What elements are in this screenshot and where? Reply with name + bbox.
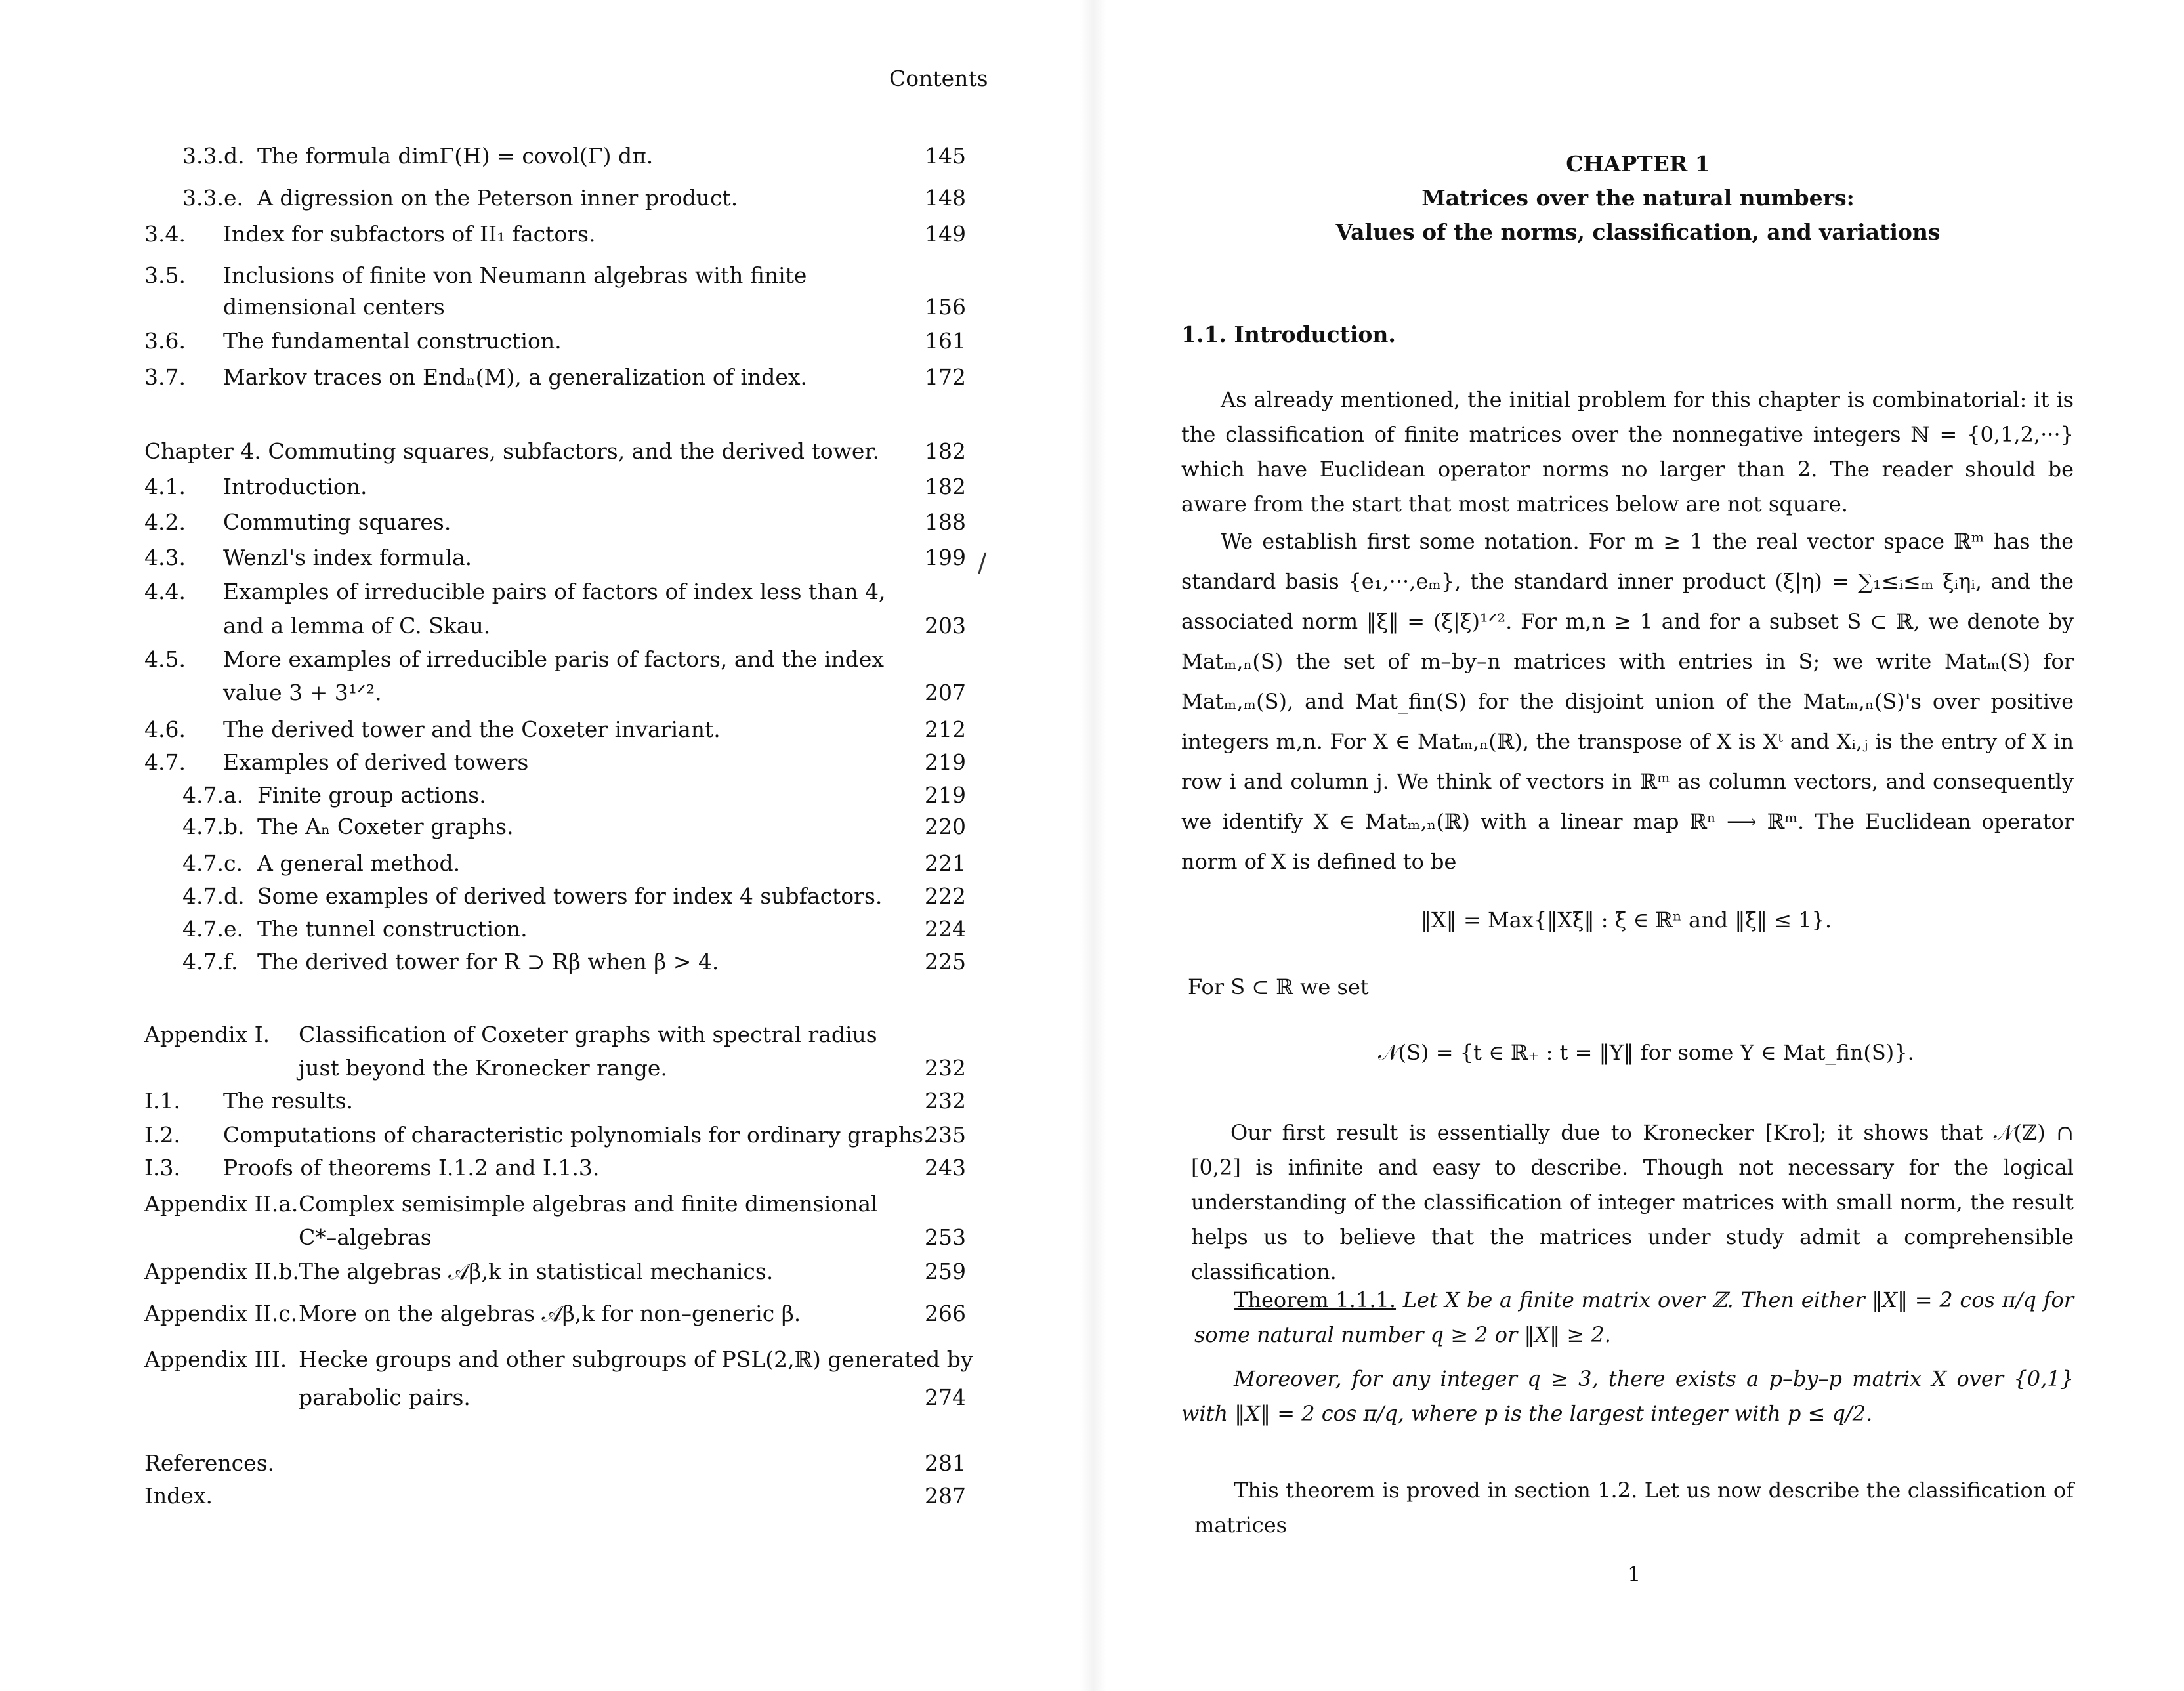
theorem-label: Theorem 1.1.1. (1234, 1287, 1396, 1312)
toc-number: 4.7.f. (182, 949, 238, 974)
toc-title: Index for subfactors of II₁ factors. (223, 221, 596, 247)
toc-title: Finite group actions. (257, 782, 486, 808)
toc-number: 4.6. (144, 717, 186, 742)
toc-title: Markov traces on Endₙ(M), a generalization of index. (223, 364, 808, 390)
toc-title: Examples of irreducible pairs of factors of index less than 4, (223, 579, 886, 604)
norm-definition-formula: ‖X‖ = Max{‖Xξ‖ : ξ ∈ ℝⁿ and ‖ξ‖ ≤ 1}. (1421, 908, 1832, 932)
toc-title: The Aₙ Coxeter graphs. (257, 814, 514, 839)
toc-page-number: 145 (925, 143, 966, 169)
toc-title: Wenzl's index formula. (223, 545, 472, 570)
toc-number: 4.2. (144, 509, 186, 535)
toc-number: 4.1. (144, 474, 186, 499)
toc-number: 4.7.a. (182, 782, 244, 808)
toc-title: The tunnel construction. (257, 916, 528, 942)
set-definition-formula: 𝒩(S) = {t ∈ ℝ₊ : t = ‖Y‖ for some Y ∈ Mat_fin(S)}. (1378, 1040, 1914, 1065)
toc-number: 4.3. (144, 545, 186, 570)
toc-page-number: 188 (925, 509, 966, 535)
chapter-subtitle-2: Values of the norms, classification, and variations (1335, 219, 1941, 245)
toc-title: More examples of irreducible paris of factors, and the index (223, 646, 884, 672)
kronecker-paragraph: Our first result is essentially due to Kronecker [Kro]; it shows that 𝒩(ℤ) ∩ [0,2] is infinite and easy to describe. Though not necessary for the logical understanding of the classification of integer matrices with small norm, the result helps us to believe that the matrices under study admit a comprehensible classification. (1191, 1120, 2074, 1284)
toc-page-number: 225 (925, 949, 966, 974)
theorem-continuation: Moreover, for any integer q ≥ 3, there exists a p–by–p matrix X over {0,1} with ‖X‖ = 2 cos π/q, where p is the largest integer with p ≤ q/2. (1181, 1366, 2074, 1426)
toc-title: Inclusions of finite von Neumann algebras with finite (223, 262, 807, 288)
toc-number: Appendix II.a. (144, 1191, 299, 1217)
toc-page-number: 149 (925, 221, 966, 247)
chapter-subtitle-1: Matrices over the natural numbers: (1421, 185, 1855, 211)
toc-number: 4.7. (144, 749, 186, 775)
notation-paragraph: We establish first some notation. For m ≥ 1 the real vector space ℝᵐ has the standard basis {e₁,···,eₘ}, the standard inner product (ξ|η) = ∑₁≤ᵢ≤ₘ ξᵢηᵢ, and the associated norm ‖ξ‖ = (ξ|ξ)¹ᐟ². For m,n ≥ 1 and for a subset S ⊂ ℝ, we denote by Matₘ,ₙ(S) the set of m–by–n matrices with entries in S; we write Matₘ(S) for Matₘ,ₘ(S), and Mat_fin(S) for the disjoint union of the Matₘ,ₙ(S)'s over positive integers m,n. For X ∈ Matₘ,ₙ(ℝ), the transpose of X is Xᵗ and Xᵢ,ⱼ is the entry of X in row i and column j. We think of vectors in ℝᵐ as column vectors, and consequently we identify X ∈ Matₘ,ₙ(ℝ) with a linear map ℝⁿ ⟶ ℝᵐ. The Euclidean operator norm of X is defined to be (1181, 529, 2074, 874)
toc-number: Appendix I. (144, 1022, 270, 1047)
toc-number: 3.6. (144, 328, 186, 354)
toc-title: A general method. (257, 850, 461, 876)
toc-page-number: 156 (925, 294, 966, 320)
toc-title: Hecke groups and other subgroups of PSL(2,ℝ) generated by (299, 1347, 973, 1372)
toc-page-number: 161 (925, 328, 966, 354)
toc-number: 3.3.e. (182, 185, 243, 211)
toc-title: Proofs of theorems I.1.2 and I.1.3. (223, 1155, 600, 1180)
toc-number: 4.4. (144, 579, 186, 604)
toc-page-number: 203 (925, 613, 966, 638)
toc-number: 3.7. (144, 364, 186, 390)
toc-number: 3.4. (144, 221, 186, 247)
toc-title: Complex semisimple algebras and finite dimensional (299, 1191, 878, 1217)
toc-title: value 3 + 3¹ᐟ². (223, 680, 382, 705)
toc-number: 4.7.b. (182, 814, 245, 839)
toc-number: References. (144, 1450, 275, 1476)
toc-page-number: 259 (925, 1259, 966, 1284)
toc-page-number: 224 (925, 916, 966, 942)
toc-number: Appendix II.c. (144, 1301, 298, 1326)
toc-number: 4.7.e. (182, 916, 243, 942)
toc-title: A digression on the Peterson inner product. (257, 185, 738, 211)
theorem-block (1194, 1283, 2074, 1352)
toc-number: Appendix II.b. (144, 1259, 299, 1284)
toc-page-number: 235 (925, 1122, 966, 1148)
toc-title: More on the algebras 𝒜β,k for non–generic β. (299, 1301, 801, 1326)
toc-page-number: 212 (925, 717, 966, 742)
toc-title: The results. (223, 1088, 354, 1114)
toc-page-number: 207 (925, 680, 966, 705)
chapter-heading: CHAPTER 1 (1566, 151, 1710, 177)
toc-number: 4.7.c. (182, 850, 243, 876)
toc-page-number: 148 (925, 185, 966, 211)
toc-title: Examples of derived towers (223, 749, 529, 775)
toc-title: Some examples of derived towers for index 4 subfactors. (257, 883, 883, 909)
toc-title: Computations of characteristic polynomials for ordinary graphs. (223, 1122, 931, 1148)
toc-title: The derived tower for R ⊃ Rβ when β > 4. (257, 949, 719, 974)
closing-paragraph: This theorem is proved in section 1.2. Let us now describe the classification of matrices (1194, 1478, 2074, 1537)
toc-page-number: 222 (925, 883, 966, 909)
toc-title: Introduction. (223, 474, 368, 499)
toc-page-number: 219 (925, 749, 966, 775)
toc-number: Index. (144, 1483, 213, 1509)
toc-title: Commuting squares. (223, 509, 452, 535)
toc-page-number: 220 (925, 814, 966, 839)
toc-number: I.1. (144, 1088, 181, 1114)
page-header: Contents (889, 66, 988, 91)
toc-title: just beyond the Kronecker range. (299, 1055, 667, 1081)
toc-number: I.2. (144, 1122, 181, 1148)
toc-page-number: 243 (925, 1155, 966, 1180)
toc-number: I.3. (144, 1155, 181, 1180)
toc-page-number: 281 (925, 1450, 966, 1476)
toc-title: Classification of Coxeter graphs with spectral radius (299, 1022, 877, 1047)
toc-page-number: 182 (925, 474, 966, 499)
toc-number: Appendix III. (144, 1347, 287, 1372)
toc-page-number: 221 (925, 850, 966, 876)
toc-page-number: 199 (925, 545, 966, 570)
set-definition-lead: For S ⊂ ℝ we set (1188, 974, 1369, 999)
toc-title: The derived tower and the Coxeter invariant. (223, 717, 721, 742)
toc-title: dimensional centers (223, 294, 445, 320)
toc-number: 3.5. (144, 262, 186, 288)
pencil-check-mark: ∕ (978, 548, 987, 578)
toc-page-number: 266 (925, 1301, 966, 1326)
toc-title: Chapter 4. Commuting squares, subfactors, and the derived tower. (144, 438, 880, 464)
toc-number: 4.5. (144, 646, 186, 672)
toc-page-number: 287 (925, 1483, 966, 1509)
toc-number: 3.3.d. (182, 143, 245, 169)
toc-title: The algebras 𝒜β,k in statistical mechanics. (299, 1259, 774, 1284)
toc-number: 4.7.d. (182, 883, 245, 909)
toc-title: and a lemma of C. Skau. (223, 613, 491, 638)
toc-page-number: 274 (925, 1385, 966, 1410)
toc-page-number: 182 (925, 438, 966, 464)
toc-page-number: 232 (925, 1055, 966, 1081)
toc-page-number: 172 (925, 364, 966, 390)
toc-title: parabolic pairs. (299, 1385, 471, 1410)
toc-page-number: 232 (925, 1088, 966, 1114)
toc-title: The formula dimΓ(H) = covol(Γ) dπ. (257, 143, 654, 169)
toc-title: The fundamental construction. (223, 328, 562, 354)
toc-page-number: 253 (925, 1224, 966, 1250)
toc-title: C*–algebras (299, 1224, 432, 1250)
intro-paragraph: As already mentioned, the initial problem for this chapter is combinatorial: it is the classification of finite matrices over the nonnegative integers ℕ = {0,1,2,···} which have Euclidean operator norms no larger than 2. The reader should be aware from the start that most matrices below are not square. (1181, 387, 2074, 516)
section-heading: 1.1. Introduction. (1181, 322, 1396, 347)
page-number: 1 (1628, 1562, 1641, 1587)
toc-page-number: 219 (925, 782, 966, 808)
theorem-statement: Let X be a finite matrix over ℤ. Then either ‖X‖ = 2 cos π/q for some natural number q ≥ 2 or ‖X‖ ≥ 2. (1194, 1287, 2074, 1347)
